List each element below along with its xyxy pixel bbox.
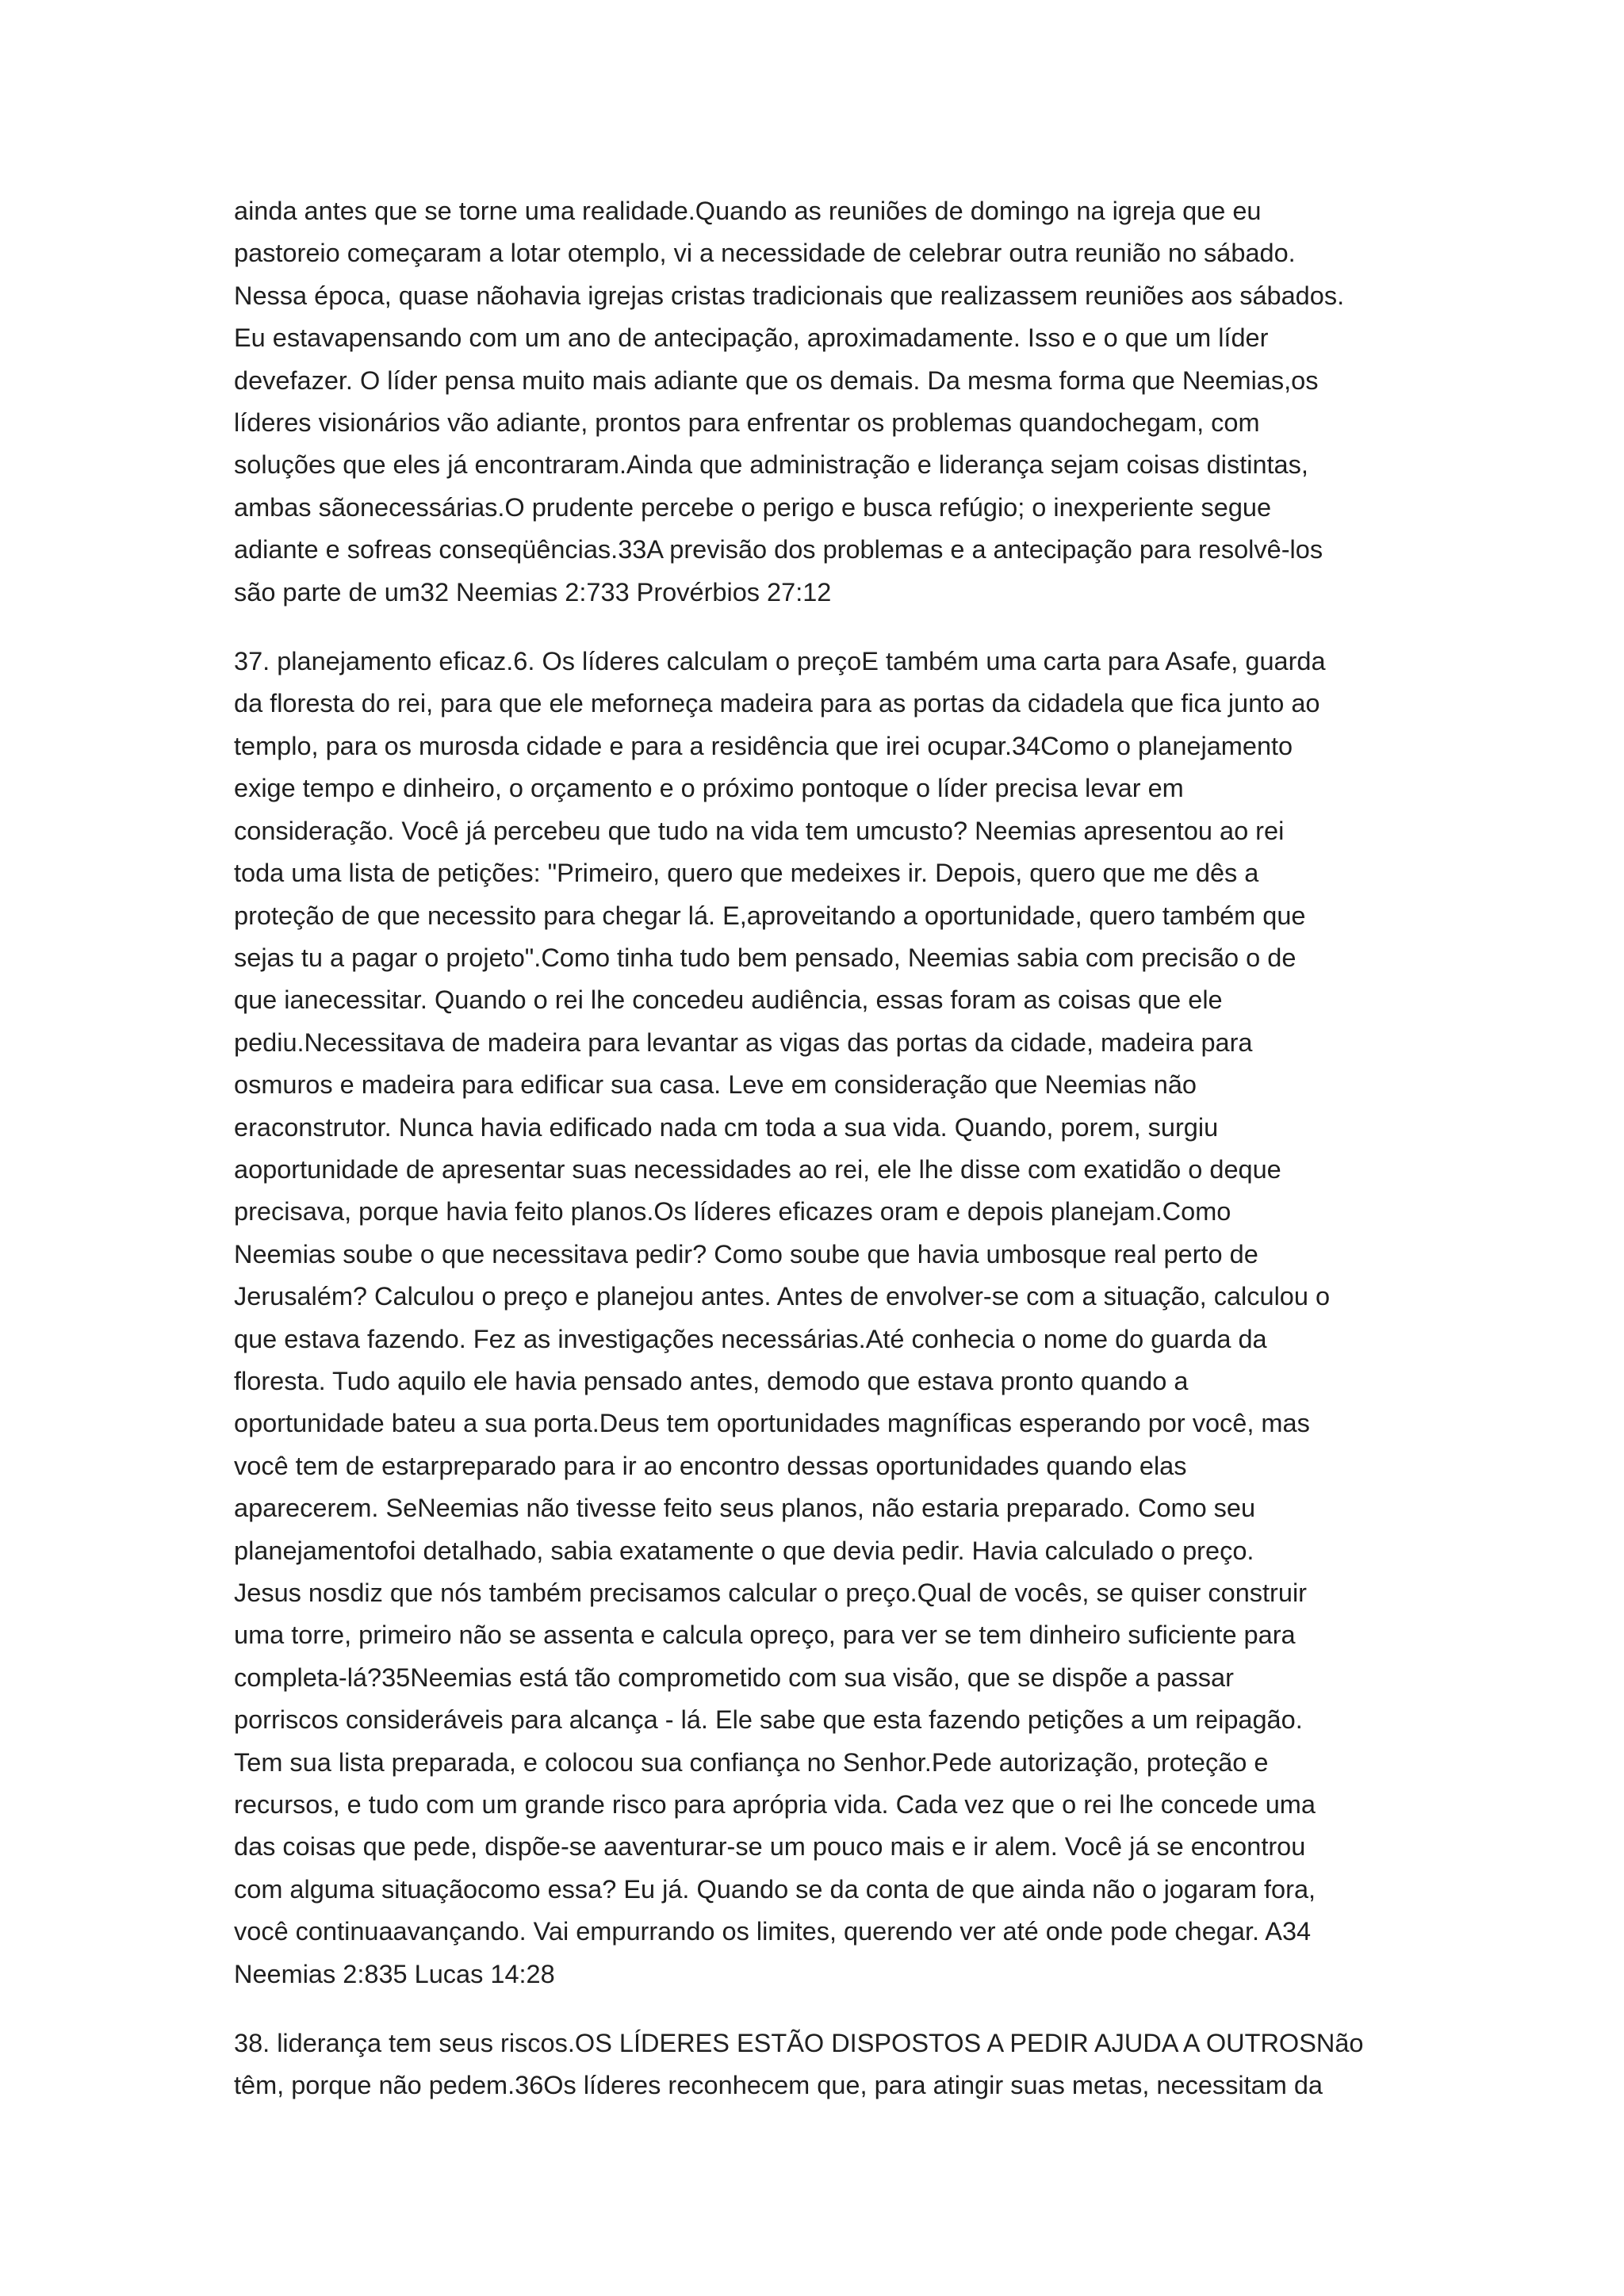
text-line: você tem de estarpreparado para ir ao encontro dessas oportunidades quando elas [234, 1451, 1187, 1480]
text-line: líderes visionários vão adiante, prontos para enfrentar os problemas quandochegam, com [234, 408, 1260, 438]
text-line: pediu.Necessitava de madeira para levantar as vigas das portas da cidade, madeira para [234, 1027, 1253, 1057]
text-line: templo, para os murosda cidade e para a residência que irei ocupar.34Como o planejamento [234, 731, 1293, 760]
document-body [234, 190, 1408, 2134]
text-line: que estava fazendo. Fez as investigações necessárias.Até conhecia o nome do guarda da [234, 1324, 1267, 1353]
text-line: aparecerem. SeNeemias não tivesse feito seus planos, não estaria preparado. Como seu [234, 1494, 1256, 1523]
text-line: Neemias soube o que necessitava pedir? Como soube que havia umbosque real perto de [234, 1239, 1258, 1269]
text-line: Jesus nosdiz que nós também precisamos calcular o preço.Qual de vocês, se quiser construir [234, 1578, 1308, 1607]
text-line: Eu estavapensando com um ano de antecipação, aproximadamente. Isso e o que um líder [234, 323, 1269, 353]
text-line: floresta. Tudo aquilo ele havia pensado antes, demodo que estava pronto quando a [234, 1366, 1189, 1395]
text-line: uma torre, primeiro não se assenta e calcula opreço, para ver se tem dinheiro suficiente para [234, 1621, 1296, 1650]
text-line: têm, porque não pedem.36Os líderes reconhecem que, para atingir suas metas, necessitam da [234, 2071, 1323, 2100]
text-line: das coisas que pede, dispõe-se aaventurar-se um pouco mais e ir alem. Você já se encontrou [234, 1832, 1306, 1862]
text-line: completa-lá?35Neemias está tão comprometido com sua visão, que se dispõe a passar [234, 1663, 1234, 1692]
text-line: toda uma lista de petições: "Primeiro, quero que medeixes ir. Depois, quero que me dês a [234, 859, 1259, 888]
text-line: ainda antes que se torne uma realidade.Quando as reuniões de domingo na igreja que eu [234, 197, 1262, 225]
paragraph-1 [234, 190, 1408, 614]
text-line: você continuaavançando. Vai empurrando os limites, querendo ver até onde pode chegar. A34 [234, 1917, 1312, 1946]
text-line: sejas tu a pagar o projeto".Como tinha tudo bem pensado, Neemias sabia com precisão o de [234, 943, 1297, 972]
paragraph-3 [234, 2022, 1408, 2107]
text-line: que ianecessitar. Quando o rei lhe concedeu audiência, essas foram as coisas que ele [234, 985, 1223, 1015]
text-line: Nessa época, quase nãohavia igrejas cristas tradicionais que realizassem reuniões aos sábados. [234, 281, 1345, 310]
text-line: precisava, porque havia feito planos.Os líderes eficazes oram e depois planejam.Como [234, 1197, 1231, 1226]
text-line: Jerusalém? Calculou o preço e planejou antes. Antes de envolver-se com a situação, calculou o [234, 1282, 1331, 1311]
text-line: Neemias 2:835 Lucas 14:28 [234, 1959, 555, 1988]
text-line: eraconstrutor. Nunca havia edificado nada cm toda a sua vida. Quando, porem, surgiu [234, 1112, 1219, 1142]
text-line: porriscos consideráveis para alcança - lá. Ele sabe que esta fazendo petições a um reipagão. [234, 1705, 1303, 1735]
text-line: adiante e sofreas conseqüências.33A previsão dos problemas e a antecipação para resolvê-los [234, 535, 1323, 564]
text-line: pastoreio começaram a lotar otemplo, vi a necessidade de celebrar outra reunião no sábado. [234, 239, 1296, 268]
text-line: planejamentofoi detalhado, sabia exatamente o que devia pedir. Havia calculado o preço. [234, 1536, 1254, 1565]
text-line: 38. liderança tem seus riscos.OS LÍDERES ESTÃO DISPOSTOS A PEDIR AJUDA A OUTROSNão [234, 2029, 1364, 2058]
text-line: com alguma situaçãocomo essa? Eu já. Quando se da conta de que ainda não o jogaram fora, [234, 1874, 1316, 1904]
text-line: aoportunidade de apresentar suas necessidades ao rei, ele lhe disse com exatidão o deque [234, 1154, 1281, 1184]
text-line: recursos, e tudo com um grande risco para aprópria vida. Cada vez que o rei lhe concede uma [234, 1790, 1316, 1820]
text-line: ambas sãonecessárias.O prudente percebe o perigo e busca refúgio; o inexperiente segue [234, 492, 1272, 522]
text-line: exige tempo e dinheiro, o orçamento e o próximo pontoque o líder precisa levar em [234, 774, 1184, 803]
text-line: 37. planejamento eficaz.6. Os líderes calculam o preçoE também uma carta para Asafe, guarda [234, 647, 1326, 676]
paragraph-2 [234, 641, 1408, 1996]
text-line: da floresta do rei, para que ele meforneça madeira para as portas da cidadela que fica junto ao [234, 689, 1320, 718]
text-line: são parte de um32 Neemias 2:733 Provérbios 27:12 [234, 577, 832, 607]
text-line: consideração. Você já percebeu que tudo na vida tem umcusto? Neemias apresentou ao rei [234, 816, 1285, 845]
text-line: devefazer. O líder pensa muito mais adiante que os demais. Da mesma forma que Neemias,os [234, 365, 1319, 395]
text-line: osmuros e madeira para edificar sua casa. Leve em consideração que Neemias não [234, 1070, 1197, 1100]
text-line: soluções que eles já encontraram.Ainda que administração e liderança sejam coisas distintas, [234, 450, 1308, 480]
text-line: proteção de que necessito para chegar lá. E,aproveitando a oportunidade, quero também que [234, 901, 1306, 930]
text-line: oportunidade bateu a sua porta.Deus tem oportunidades magníficas esperando por você, mas [234, 1409, 1310, 1438]
text-line: Tem sua lista preparada, e colocou sua confiança no Senhor.Pede autorização, proteção e [234, 1747, 1269, 1777]
